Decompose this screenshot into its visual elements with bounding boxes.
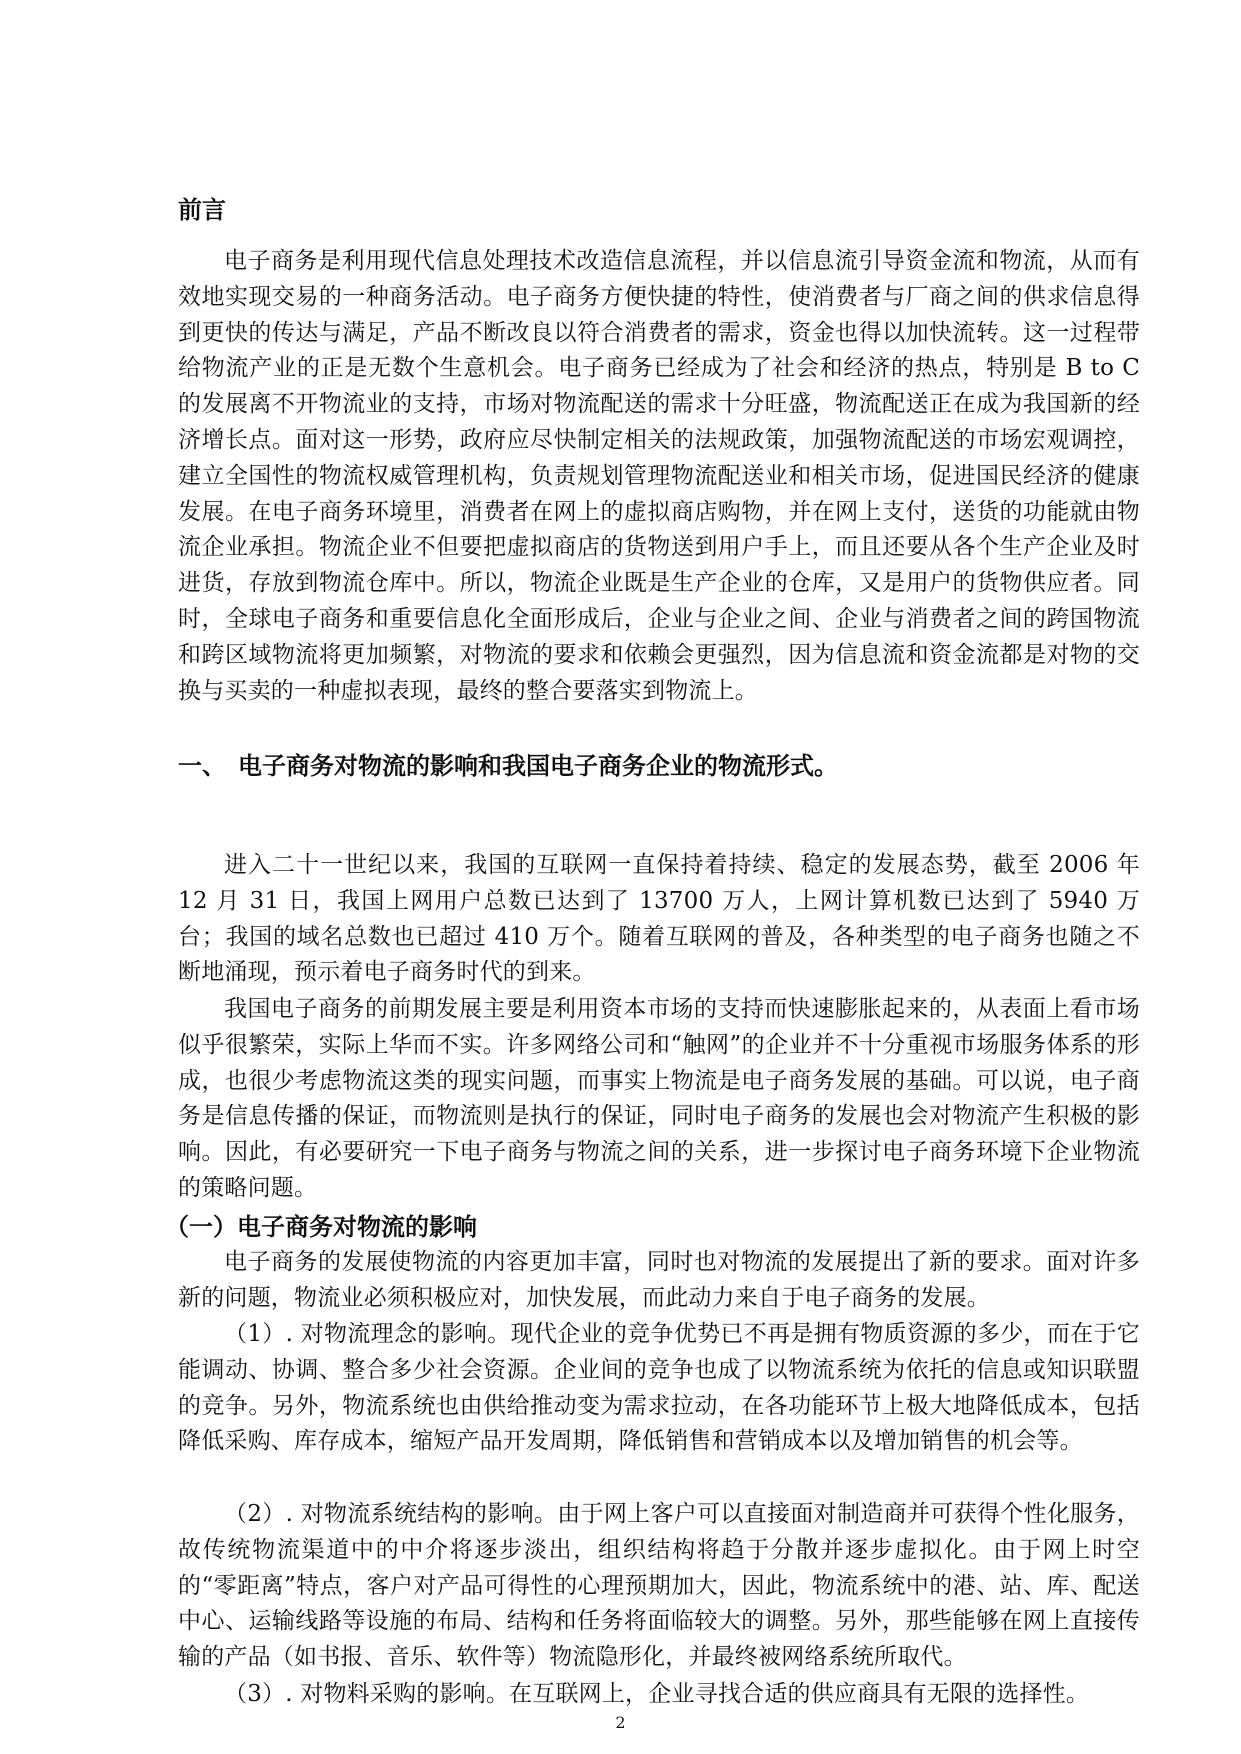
- section-1-title: 电子商务对物流的影响和我国电子商务企业的物流形式。: [238, 752, 838, 780]
- section-1-number: 一、: [178, 752, 226, 780]
- section-1-heading: [178, 748, 1140, 784]
- list-item-1: （1）. 对物流理念的影响。现代企业的竞争优势已不再是拥有物质资源的多少，而在于它能调动、协调、整合多少社会资源。企业间的竞争也成了以物流系统为依托的信息或知识联盟的竞争。另外，物流系统也由供给推动变为需求拉动，在各功能环节上极大地降低成本，包括降低采购、库存成本，缩短产品开发周期，降低销售和营销成本以及增加销售的机会等。: [178, 1321, 1140, 1455]
- subsection-1-title: （一）电子商务对物流的影响: [165, 1213, 477, 1241]
- section-1-paragraph-2: 我国电子商务的前期发展主要是利用资本市场的支持而快速膨胀起来的，从表面上看市场似乎很繁荣，实际上华而不实。许多网络公司和“触网”的企业并不十分重视市场服务体系的形成，也很少考虑物流这类的现实问题，而事实上物流是电子商务发展的基础。可以说，电子商务是信息传播的保证，而物流则是执行的保证，同时电子商务的发展也会对物流产生积极的影响。因此，有必要研究一下电子商务与物流之间的关系，进一步探讨电子商务环境下企业物流的策略问题。: [178, 996, 1140, 1201]
- preface-title: 前言: [178, 196, 226, 224]
- preface-paragraph: 电子商务是利用现代信息处理技术改造信息流程，并以信息流引导资金流和物流，从而有效地实现交易的一种商务活动。电子商务方便快捷的特性，使消费者与厂商之间的供求信息得到更快的传达与满足，产品不断改良以符合消费者的需求，资金也得以加快流转。这一过程带给物流产业的正是无数个生意机会。电子商务已经成为了社会和经济的热点，特别是 B to C 的发展离不开物流业的支持，市场对物流配送的需求十分旺盛，物流配送正在成为我国新的经济增长点。面对这一形势，政府应尽快制定相关的法规政策，加强物流配送的市场宏观调控，建立全国性的物流权威管理机构，负责规划管理物流配送业和相关市场，促进国民经济的健康发展。在电子商务环境里，消费者在网上的虚拟商店购物，并在网上支付，送货的功能就由物流企业承担。物流企业不但要把虚拟商店的货物送到用户手上，而且还要从各个生产企业及时进货，存放到物流仓库中。所以，物流企业既是生产企业的仓库，又是用户的货物供应者。同时，全球电子商务和重要信息化全面形成后，企业与企业之间、企业与消费者之间的跨国物流和跨区域物流将更加频繁，对物流的要求和依赖会更强烈，因为信息流和资金流都是对物的交换与买卖的一种虚拟表现，最终的整合要落实到物流上。: [178, 248, 1140, 704]
- list-item-2: （2）. 对物流系统结构的影响。由于网上客户可以直接面对制造商并可获得个性化服务，故传统物流渠道中的中介将逐步淡出，组织结构将趋于分散并逐步虚拟化。由于网上时空的“零距离”特点，客户对产品可得性的心理预期加大，因此，物流系统中的港、站、库、配送中心、运输线路等设施的布局、结构和任务将面临较大的调整。另外，那些能够在网上直接传输的产品（如书报、音乐、软件等）物流隐形化，并最终被网络系统所取代。: [178, 1501, 1140, 1671]
- subsection-1-paragraph: 电子商务的发展使物流的内容更加丰富，同时也对物流的发展提出了新的要求。面对许多新的问题，物流业必须积极应对，加快发展，而此动力来自于电子商务的发展。: [178, 1249, 1140, 1311]
- list-item-3: （3）. 对物料采购的影响。在互联网上，企业寻找合适的供应商具有无限的选择性。: [224, 1681, 1090, 1707]
- section-1-paragraph-1: 进入二十一世纪以来，我国的互联网一直保持着持续、稳定的发展态势，截至 2006 年 12 月 31 日，我国上网用户总数已达到了 13700 万人，上网计算机数已达到了 5940 万台；我国的域名总数也已超过 410 万个。随着互联网的普及，各种类型的电子商务也随之不断地涌现，预示着电子商务时代的到来。: [178, 852, 1140, 986]
- page-number: 2: [615, 1713, 626, 1732]
